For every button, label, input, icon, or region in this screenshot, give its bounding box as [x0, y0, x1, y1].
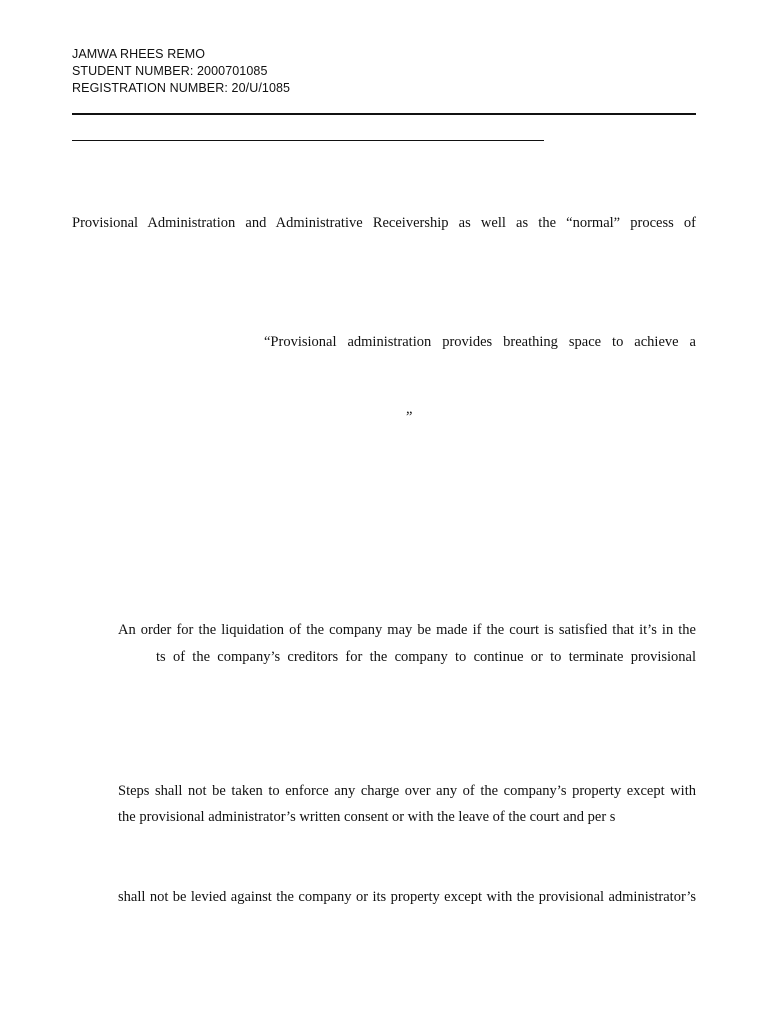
- quote-close-mark: ”: [406, 409, 413, 425]
- liquidation-line-1: An order for the liquidation of the company may be made if the court is satisfied that it’s in the: [118, 622, 696, 638]
- student-number: STUDENT NUMBER: 2000701085: [72, 64, 268, 78]
- charge-line-1: Steps shall not be taken to enforce any charge over any of the company’s property except with: [118, 783, 696, 799]
- student-header: [72, 46, 290, 97]
- charge-line-2: the provisional administrator’s written consent or with the leave of the court and per s: [118, 809, 616, 825]
- header-rule-thin: [72, 140, 544, 141]
- header-rule-thick: [72, 113, 696, 115]
- quote-line: “Provisional administration provides breathing space to achieve a: [264, 334, 696, 350]
- registration-number: REGISTRATION NUMBER: 20/U/1085: [72, 81, 291, 95]
- intro-line: Provisional Administration and Administrative Receivership as well as the “normal” process of: [72, 215, 696, 231]
- student-name: JAMWA RHEES REMO: [72, 47, 206, 61]
- liquidation-line-2: ts of the company’s creditors for the company to continue or to terminate provisional: [156, 649, 696, 665]
- levy-line-1: shall not be levied against the company or its property except with the provisional administrator’s: [118, 889, 696, 905]
